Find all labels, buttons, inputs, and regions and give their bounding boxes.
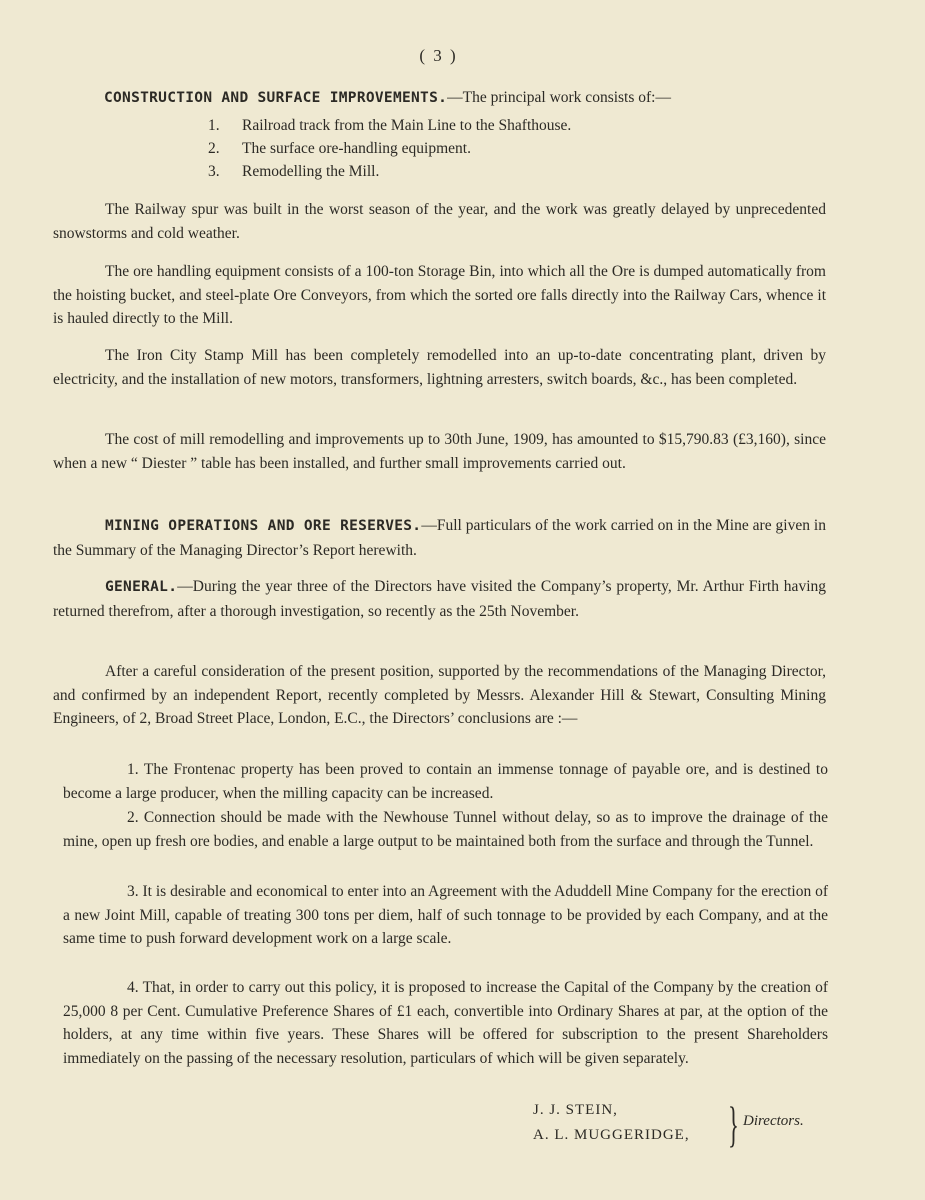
- mining-section: [53, 514, 826, 562]
- general-text: —During the year three of the Directors have visited the Company’s property, Mr. Arthur Firth having returned therefrom, after a thorough investigation, so recently as the 25th November.: [53, 578, 826, 620]
- list-item-number: 2.: [208, 140, 220, 157]
- paragraph-railway: [53, 198, 826, 245]
- paragraph-ore-handling: [53, 260, 826, 331]
- paragraph-stamp-mill: [53, 344, 826, 391]
- page-number: ( 3 ): [419, 46, 458, 65]
- paragraph-cost: [53, 428, 826, 475]
- signatory-name: J. J. STEIN,: [533, 1102, 618, 1118]
- signature-block: [533, 1098, 690, 1148]
- list-item: [208, 137, 571, 160]
- conclusion-text: 1. The Frontenac property has been proved to contain an immense tonnage of payable ore, and is destined to become a large producer, when the milling capacity can be increased.: [63, 761, 828, 802]
- paragraph-text: After a careful consideration of the present position, supported by the recommendations of the Managing Director, and confirmed by an independent Report, recently completed by Messrs. Alexander Hill & Stewart, Consulting Mining Engineers, of 2, Broad Street Place, London, E.C., the Directors’ conclusions are :—: [53, 663, 826, 727]
- mining-heading: MINING OPERATIONS AND ORE RESERVES.: [105, 518, 422, 534]
- conclusion-text: 2. Connection should be made with the Newhouse Tunnel without delay, so as to improve the drainage of the mine, open up fresh ore bodies, and enable a large output to be maintained both from the surface and through the Tunnel.: [63, 809, 828, 850]
- conclusion-2: [63, 806, 828, 853]
- list-item-text: Remodelling the Mill.: [242, 163, 380, 180]
- conclusion-text: 4. That, in order to carry out this policy, it is proposed to increase the Capital of the Company by the creation of 25,000 8 per Cent. Cumulative Preference Shares of £1 each, convertible into Ordinary Shares at par, at the option of the holders, at any time within five years. These Shares will be offered for subscription to the present Shareholders immediately on the passing of the necessary resolution, particulars of which will be given separately.: [63, 979, 828, 1067]
- signatory-name: A. L. MUGGERIDGE,: [533, 1127, 690, 1143]
- signatory-role: Directors.: [743, 1113, 804, 1129]
- brace-icon: }: [728, 1096, 739, 1152]
- conclusion-text: 3. It is desirable and economical to enter into an Agreement with the Aduddell Mine Company for the erection of a new Joint Mill, capable of treating 300 tons per diem, half of such tonnage to be provided by each Company, and at the same time to push forward development work on a large scale.: [63, 883, 828, 947]
- conclusion-3: [63, 880, 828, 951]
- paragraph-text: The Iron City Stamp Mill has been completely remodelled into an up-to-date concentrating plant, driven by electricity, and the installation of new motors, transformers, lightning arresters, switch boards, &c., has been completed.: [53, 347, 826, 388]
- list-item-number: 3.: [208, 163, 220, 180]
- conclusion-4: [63, 976, 828, 1070]
- paragraph-conclusions-intro: [53, 660, 826, 731]
- mining-text: —Full particulars of the work carried on in the Mine are given in the Summary of the Managing Director’s Report herewith.: [53, 517, 826, 559]
- paragraph-text: The Railway spur was built in the worst season of the year, and the work was greatly delayed by unprecedented snowstorms and cold weather.: [53, 201, 826, 242]
- list-item: [208, 160, 571, 183]
- general-section: [53, 575, 826, 623]
- construction-section: [104, 86, 844, 111]
- construction-heading: CONSTRUCTION AND SURFACE IMPROVEMENTS.: [104, 90, 448, 106]
- construction-list: [208, 114, 571, 183]
- general-heading: GENERAL.: [105, 579, 178, 595]
- list-item-text: The surface ore-handling equipment.: [242, 140, 471, 157]
- paragraph-text: The ore handling equipment consists of a 100-ton Storage Bin, into which all the Ore is dumped automatically from the hoisting bucket, and steel-plate Ore Conveyors, from which the sorted ore falls directly into the Railway Cars, whence it is hauled directly to the Mill.: [53, 263, 826, 327]
- list-item: [208, 114, 571, 137]
- list-item-number: 1.: [208, 117, 220, 134]
- list-item-text: Railroad track from the Main Line to the Shafthouse.: [242, 117, 572, 134]
- paragraph-text: The cost of mill remodelling and improvements up to 30th June, 1909, has amounted to $15,790.83 (£3,160), since when a new “ Diester ” table has been installed, and further small improvements carried out.: [53, 431, 826, 472]
- construction-intro: —The principal work consists of:—: [447, 89, 671, 106]
- conclusion-1: [63, 758, 828, 805]
